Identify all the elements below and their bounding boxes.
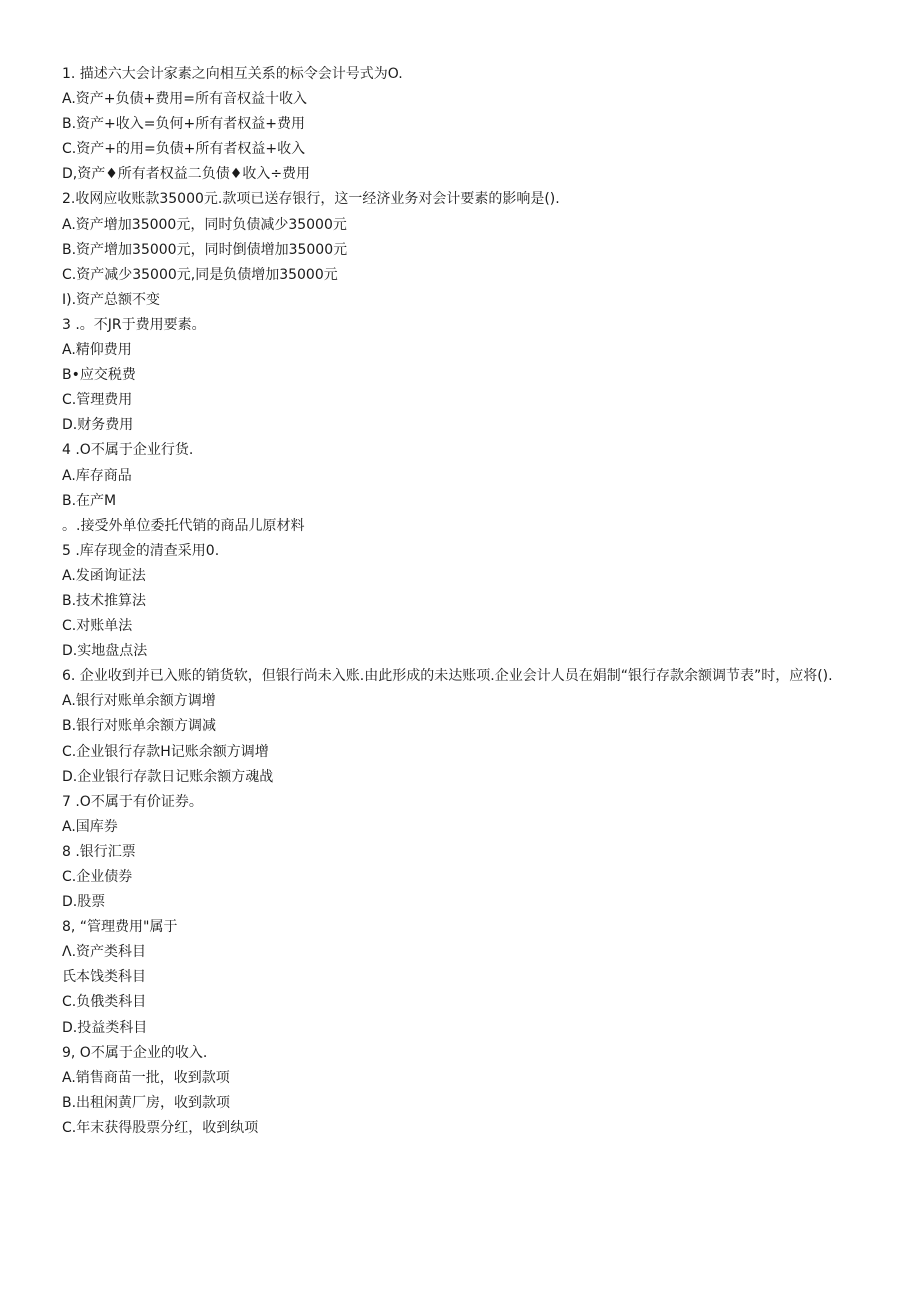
question-5-option-a: A.发函询证法 — [62, 567, 146, 584]
question-4-option-b: B.在产M — [62, 492, 117, 509]
question-8-option-c: C.负俄类科目 — [62, 994, 147, 1011]
question-3-option-a: A.精仰费用 — [62, 342, 132, 359]
question-6-option-c: C.企业银行存款H记账余额方调增 — [62, 743, 269, 760]
question-3-stem: 3 .。不JR于费用要素。 — [62, 316, 206, 333]
question-3-option-b: B•应交税费 — [62, 367, 136, 384]
question-7-option-d: D.股票 — [62, 894, 106, 911]
question-6-stem: 6. 企业收到并已入账的销货软，但银行尚未入账.由此形成的未达账项.企业会计人员在娟制“银行存款余额调节表”时，应将(). — [62, 668, 833, 685]
question-1-stem: 1. 描述六大会计家素之向相互关系的标令会计号式为O. — [62, 66, 403, 82]
question-5-option-b: B.技术推算法 — [62, 592, 147, 609]
question-8-option-a: Λ.资产类科目 — [62, 944, 147, 961]
question-2-stem: 2.收网应收账款35000元.款项已送存银行，这一经济业务对会计要素的影响是(). — [62, 191, 560, 208]
question-8-stem: 8, “管理费用"属于 — [62, 919, 178, 936]
question-3-option-d: D.财务费用 — [62, 417, 134, 434]
question-7-stem: 7 .O不属于有价证券。 — [62, 793, 203, 810]
document-body — [62, 62, 862, 1141]
question-1-option-a: A.资产+负债+费用=所有音权益十收入 — [62, 91, 307, 108]
question-8-option-b: 氏本饯类科目 — [62, 969, 146, 986]
question-6-option-b: B.银行对账单余额方调减 — [62, 718, 217, 735]
question-6-option-a: A.银行对账单余额方调增 — [62, 693, 216, 710]
question-1-option-d: D,资产♦所有者权益二负债♦收入÷费用 — [62, 166, 311, 183]
question-5-stem: 5 .库存现金的清查采用0. — [62, 542, 220, 559]
question-1-option-b: B.资产+收入=负何+所有者权益+费用 — [62, 116, 305, 133]
question-1-option-c: C.资产+的用=负债+所有者权益+收入 — [62, 141, 306, 158]
question-6-option-d: D.企业银行存款日记账余额方魂战 — [62, 768, 274, 785]
question-8-option-d: D.投益类科目 — [62, 1019, 148, 1036]
question-3-option-c: C.管理费用 — [62, 392, 133, 409]
question-4-option-a: A.库存商品 — [62, 467, 132, 484]
question-5-option-d: D.实地盘点法 — [62, 643, 148, 660]
question-9-option-b: B.出租闲黄厂房，收到款项 — [62, 1094, 231, 1111]
question-2-option-b: B.资产增加35000元，同时倒债增加35000元 — [62, 241, 348, 258]
question-2-option-c: C.资产减少35000元,同是负债增加35000元 — [62, 266, 338, 283]
question-7-option-b: 8 .银行汇票 — [62, 843, 136, 860]
question-4-stem: 4 .O不属于企业行货. — [62, 442, 194, 459]
question-7-option-a: A.国库券 — [62, 818, 118, 835]
question-9-stem: 9, O不属于企业的收入. — [62, 1044, 208, 1061]
question-2-option-a: A.资产增加35000元，同时负债减少35000元 — [62, 216, 347, 233]
question-2-option-d: I).资产总额不变 — [62, 291, 161, 308]
question-4-option-c: 。.接受外单位委托代销的商品儿原材料 — [62, 517, 305, 534]
question-9-option-c: C.年末获得股票分红，收到纨项 — [62, 1119, 259, 1136]
question-7-option-c: C.企业债券 — [62, 869, 133, 885]
question-5-option-c: C.对账单法 — [62, 618, 133, 635]
question-9-option-a: A.销售商苗一批，收到款项 — [62, 1069, 230, 1086]
